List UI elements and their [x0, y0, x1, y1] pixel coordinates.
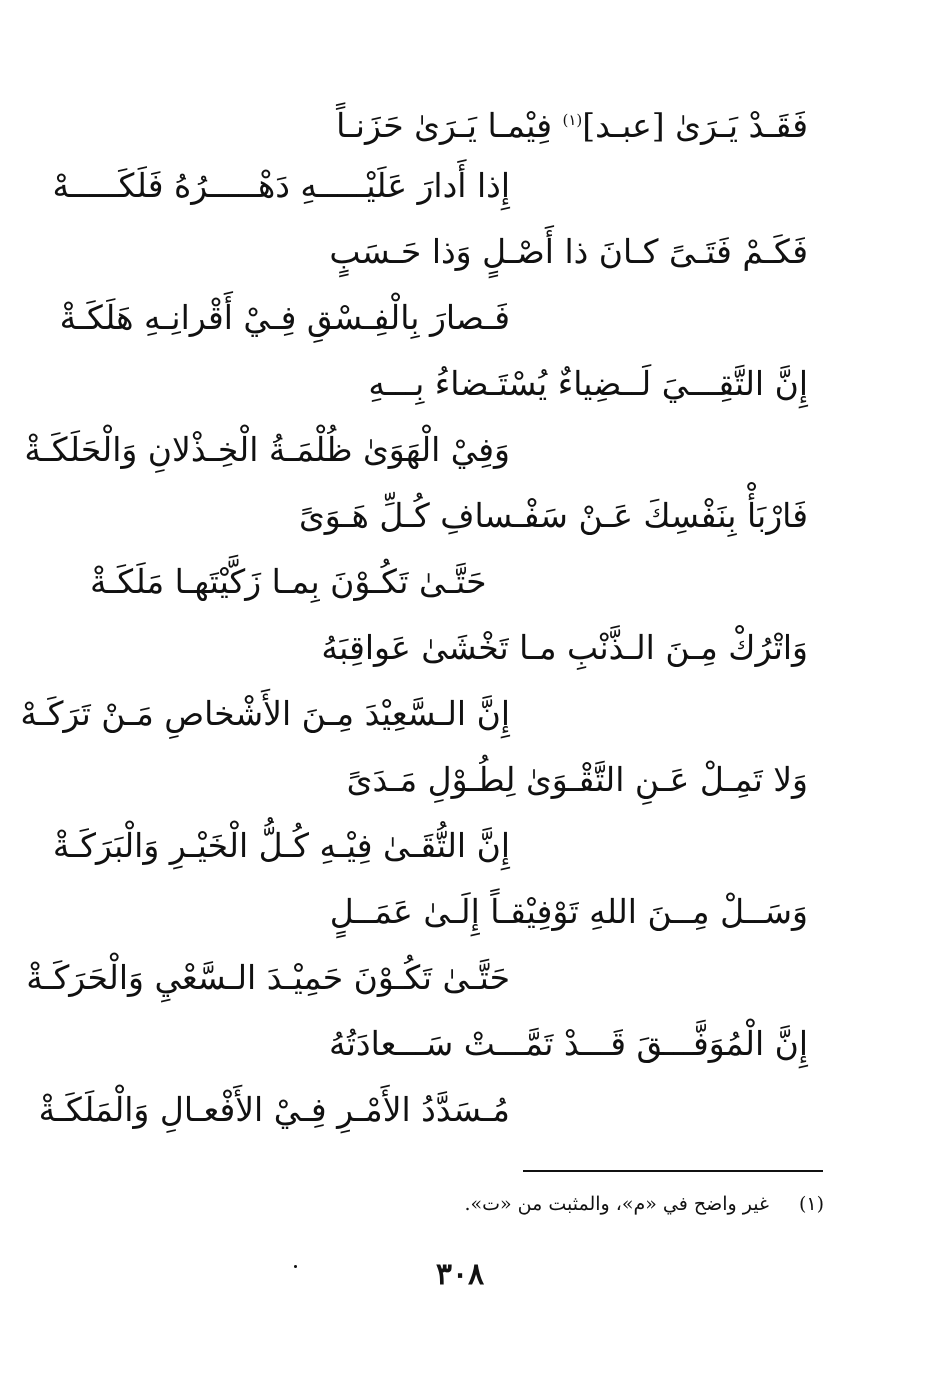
verse-1-first-rest: فِيْمـا يَـرَىٰ حَزَنـاً [336, 106, 563, 145]
verse-1-first-hemistich [336, 100, 808, 145]
verse-2-first-hemistich: فَكَـمْ فَتَـىً كـانَ ذا أَصْـلٍ وَذا حَـسَبٍ [329, 232, 808, 271]
verse-8-second-hemistich: مُـسَدَّدُ الأَمْـرِ فِـيْ الأَفْعـالِ وَالْمَلَكَـةْ [38, 1090, 510, 1129]
verse-5-first-hemistich: وَاتْرُكْ مِـنَ الـذَّنْبِ مـا تَخْشَىٰ عَواقِبَهُ [321, 628, 808, 667]
verse-8-first-hemistich: إِنَّ الْمُوَفَّـــقَ قَـــدْ تَمَّـــتْ سَـــعادَتُهُ [329, 1024, 808, 1063]
footnote-text: غير واضح في «م»، والمثبت من «ت». [464, 1193, 769, 1215]
verse-3-first-hemistich: إِنَّ التَّقِـــيَ لَــضِياءٌ يُسْتَـضاءُ بِـــهِ [368, 364, 808, 403]
footnote [324, 1189, 824, 1219]
footnote-marker: (١) [562, 111, 583, 129]
footnote-number: (١) [798, 1193, 824, 1215]
print-dot [294, 1265, 297, 1268]
verse-1-first-part: فَقَـدْ يَـرَىٰ [عبـد] [582, 106, 808, 145]
verse-4-second-hemistich: حَتَّـىٰ تَكُـوْنَ بِمـا زَكَّيْتَهـا مَلَكَـةْ [90, 562, 487, 601]
footnote-separator [523, 1170, 823, 1172]
verse-7-first-hemistich: وَسَــلْ مِــنَ اللهِ تَوْفِيْقـاً إِلَـىٰ عَمَــلٍ [329, 892, 808, 931]
verse-6-second-hemistich: إِنَّ التُّقَـىٰ فِيْـهِ كُـلُّ الْخَيْـرِ وَالْبَرَكَـةْ [52, 826, 510, 865]
verse-7-second-hemistich: حَتَّـىٰ تَكُـوْنَ حَمِيْـدَ الـسَّعْيِ وَالْحَرَكَـةْ [26, 958, 510, 997]
verse-3-second-hemistich: وَفِيْ الْهَوَىٰ ظُلْمَـةُ الْخِـذْلانِ وَالْحَلَكَـةْ [24, 430, 510, 469]
verse-6-first-hemistich: وَلا تَمِـلْ عَـنِ التَّقْـوَىٰ لِطُـوْلِ مَـدَىً [346, 760, 808, 799]
verse-4-first-hemistich: فَارْبَأْ بِنَفْسِكَ عَـنْ سَفْـسافِ كُـلِّ هَـوَىً [298, 496, 808, 535]
page-number: ٣٠٨ [435, 1257, 485, 1292]
verse-1-second-hemistich: إِذا أَدارَ عَلَيْـــــهِ دَهْـــــرُهُ فَلَكَـــــهْ [52, 166, 510, 205]
verse-2-second-hemistich: فَـصارَ بِالْفِـسْقِ فِـيْ أَقْرانِـهِ هَلَكَـةْ [59, 298, 510, 337]
verse-5-second-hemistich: إِنَّ الـسَّعِيْدَ مِـنَ الأَشْخاصِ مَـنْ تَرَكَـهْ [20, 694, 510, 733]
